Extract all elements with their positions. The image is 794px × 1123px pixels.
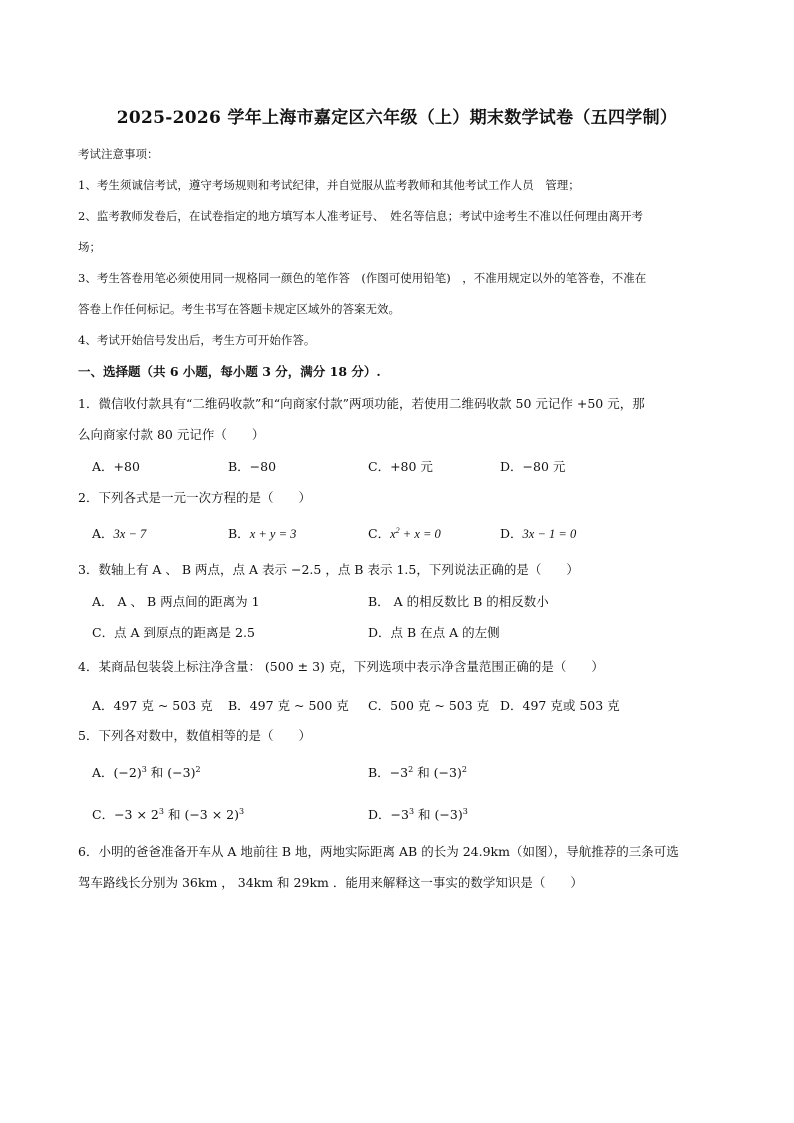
note-3-line-2: 答卷上作任何标记。考生书写在答题卡规定区域外的答案无效。 [78,302,400,316]
q6-stem-line-2: 驾车路线长分别为 36km ， 34km 和 29km ．能用来解释这一事实的数学知识是（ ） [78,875,583,890]
q1-stem-line-1: 1．微信收付款具有“二维码收款”和“向商家付款”两项功能，若使用二维码收款 50 元记作 +50 元，那 [78,396,645,411]
q6-stem-line-1: 6．小明的爸爸准备开车从 A 地前往 B 地，两地实际距离 AB 的长为 24.9km（如图），导航推荐的三条可选 [78,844,679,859]
q5-option-b-expr2: (−3) [433,765,462,780]
section-heading: 一、选择题（共 6 小题，每小题 3 分，满分 18 分）. [78,364,381,379]
q5-option-a-expr2: (−3) [167,765,196,780]
q3-option-b: B． A 的相反数比 B 的相反数小 [368,594,549,609]
q4-stem: 4．某商品包装袋上标注净含量： (500 ± 3) 克，下列选项中表示净含量范围正确的是（ ） [78,659,604,674]
q4-option-d: D．497 克或 503 克 [500,698,620,713]
q3-option-d: D．点 B 在点 A 的左侧 [368,625,500,640]
q5-option-b-exp1: 2 [408,764,414,774]
q3-option-a: A． A 、 B 两点间的距离为 1 [92,594,260,609]
q1-option-d: D．−80 元 [500,459,566,474]
q4-option-b: B．497 克 ~ 500 克 [228,698,349,713]
q2-option-c-rest: + x = 0 [399,527,441,541]
q5-option-c-label: C． [92,807,115,822]
q5-option-c-expr2: (−3 × 2) [184,807,239,822]
q5-option-b-exp2: 2 [461,764,467,774]
q5-option-a-exp1: 3 [141,764,147,774]
q5-option-d [368,805,468,823]
q5-option-a [92,763,201,781]
q1-option-c: C．+80 元 [368,459,433,474]
q5-option-d-label: D． [368,807,391,822]
q5-option-b-label: B． [368,765,390,780]
q2-option-d-expr: 3x − 1 = 0 [522,527,577,541]
q5-option-d-and: 和 [414,807,435,822]
q5-option-c [92,805,244,823]
q2-option-b-expr: x + y = 3 [249,527,297,541]
q2-option-d [500,524,576,542]
note-2-line-1: 2、监考教师发卷后，在试卷指定的地方填写本人准考证号、 姓名等信息；考试中途考生不准以任何理由离开考 [78,209,644,223]
q5-stem: 5．下列各对数中，数值相等的是（ ） [78,728,311,743]
q2-option-b-label: B． [228,526,250,541]
q5-option-a-expr1: (−2) [113,765,142,780]
note-1: 1、考生须诚信考试，遵守考场规则和考试纪律，并自觉服从监考教师和其他考试工作人员 管理； [78,178,580,192]
q5-option-c-exp1: 3 [158,806,164,816]
note-4: 4、考试开始信号发出后，考生方可开始作答。 [78,333,316,347]
q1-option-a: A．+80 [92,459,140,474]
q1-option-b: B．−80 [228,459,277,474]
exam-title: 2025-2026 学年上海市嘉定区六年级（上）期末数学试卷（五四学制） [116,108,678,128]
q2-option-c [368,524,441,542]
q2-option-a [92,524,146,542]
q5-option-c-and: 和 [163,807,185,822]
notes-heading: 考试注意事项： [78,147,159,161]
q2-option-c-exp: 2 [395,525,400,535]
q5-option-c-exp2: 3 [239,806,245,816]
q5-option-b-and: 和 [413,765,434,780]
note-2-line-2: 场； [78,240,101,254]
q5-option-b-expr1: −3 [389,765,409,780]
q5-option-a-label: A． [92,765,114,780]
q4-option-a: A．497 克 ~ 503 克 [92,698,213,713]
q5-option-d-exp1: 3 [408,806,415,816]
note-3-line-1: 3、考生答卷用笔必须使用同一规格同一颜色的笔作答 (作图可使用铅笔) ，不准用规定以外的笔答卷，不准在 [78,271,647,285]
q2-option-d-label: D． [500,526,523,541]
q5-option-c-expr1: −3 × 2 [114,807,159,822]
q4-option-c: C．500 克 ~ 503 克 [368,698,490,713]
q2-option-a-expr: 3x − 7 [113,527,147,541]
q5-option-d-expr2: (−3) [434,807,463,822]
q1-stem-line-2: 么向商家付款 80 元记作（ ） [78,427,265,442]
q2-stem: 2．下列各式是一元一次方程的是（ ） [78,490,311,505]
q5-option-a-and: 和 [146,765,168,780]
q2-option-c-base: x [390,527,396,541]
q5-option-b [368,763,467,781]
q5-option-d-exp2: 3 [462,806,468,816]
q3-stem: 3．数轴上有 A 、 B 两点，点 A 表示 −2.5 ，点 B 表示 1.5，下列说法正确的是（ ） [78,562,579,577]
q2-option-a-label: A． [92,526,114,541]
q5-option-a-exp2: 2 [195,764,201,774]
q3-option-c: C．点 A 到原点的距离是 2.5 [92,625,255,640]
q5-option-d-expr1: −3 [390,807,409,822]
q2-option-b [228,524,296,542]
q2-option-c-label: C． [368,526,391,541]
